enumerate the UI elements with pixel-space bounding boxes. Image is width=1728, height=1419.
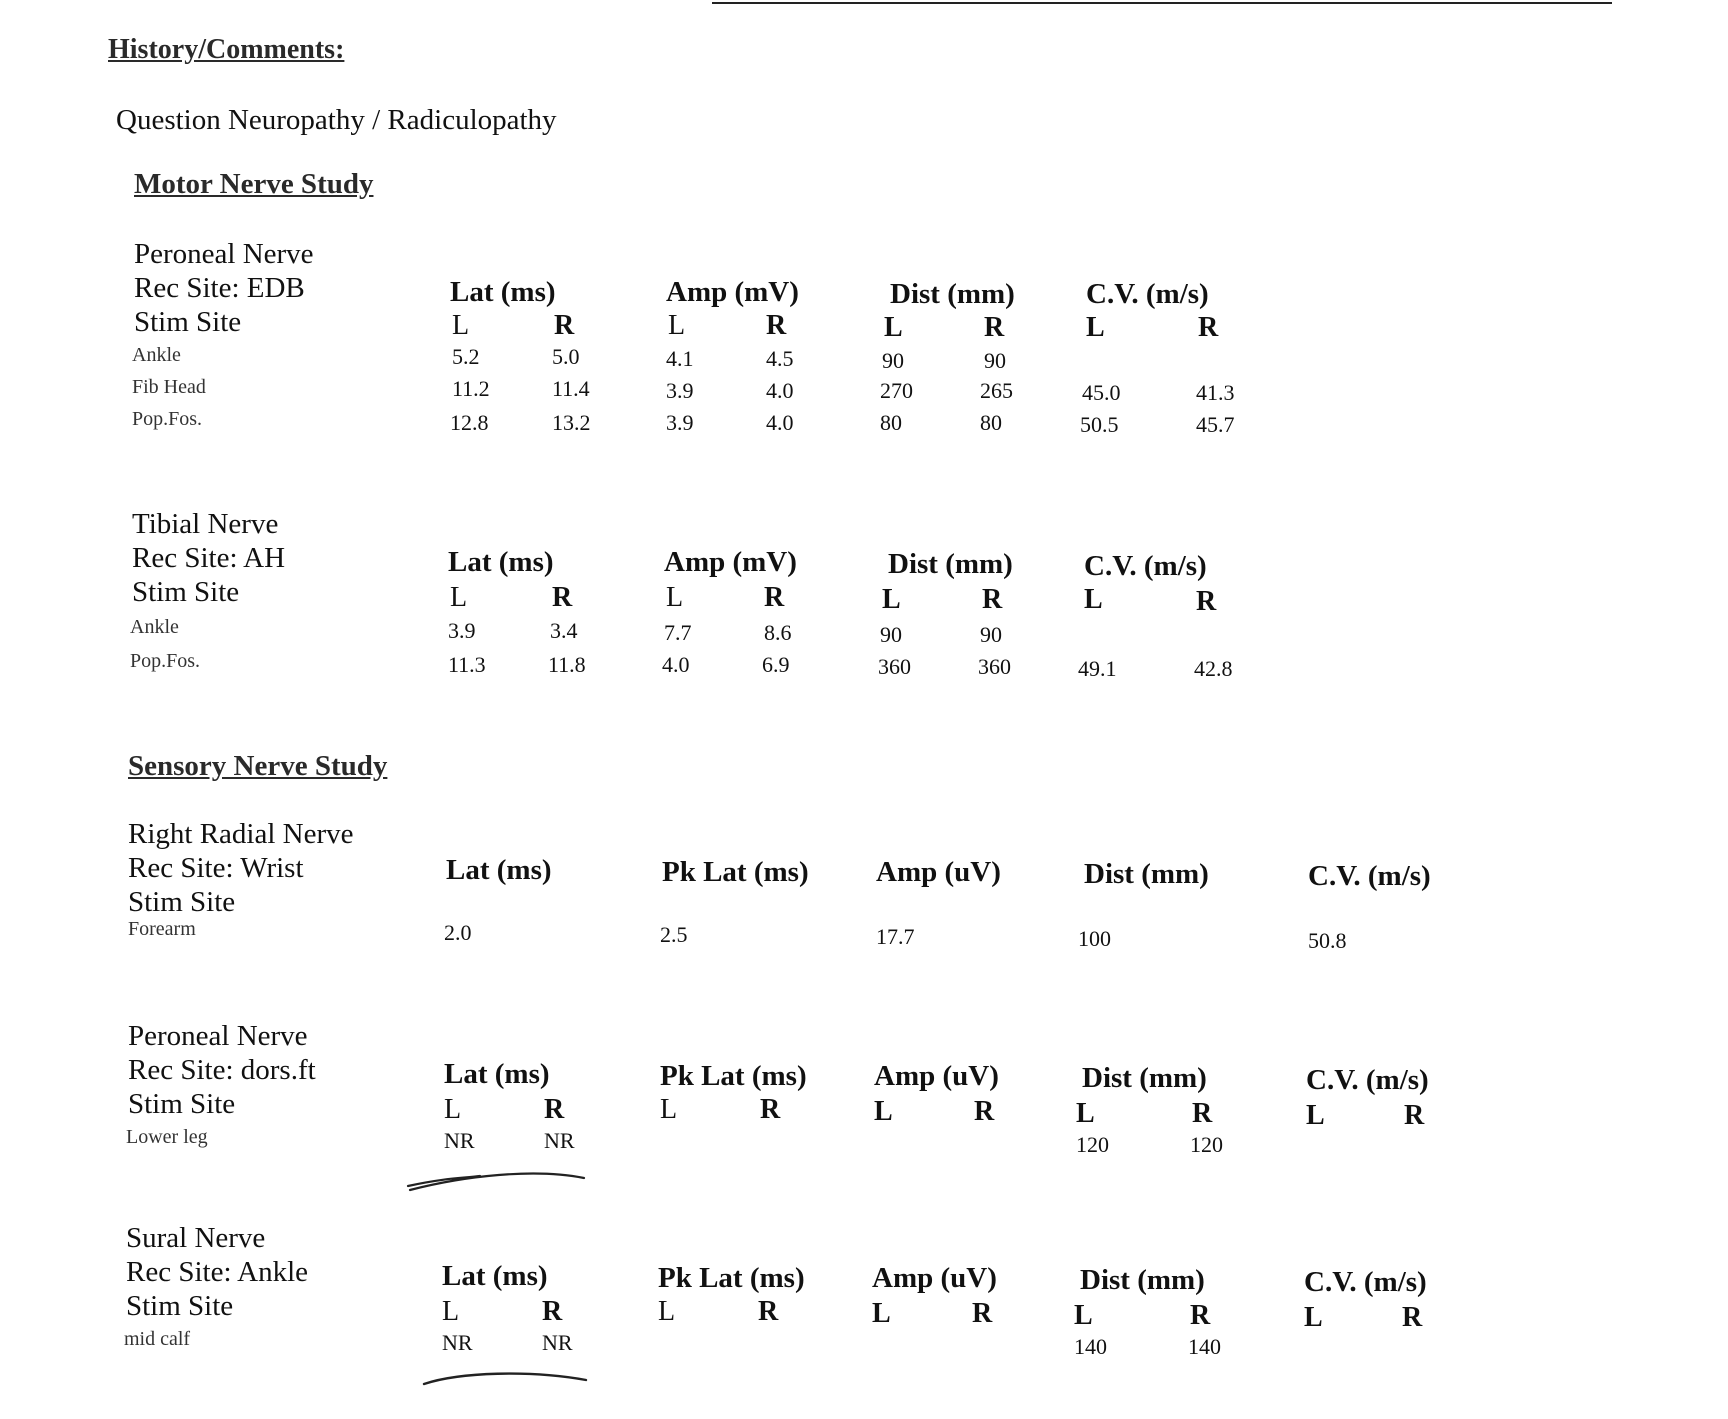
value-cell: 3.4 [550,618,578,643]
amp-left-label: L [874,1096,893,1127]
nerve-name: Right Radial Nerve [128,818,354,850]
cv-left-label: L [1304,1302,1323,1333]
col-lat: Lat (ms) [444,1058,550,1090]
value-cell: 90 [882,348,904,373]
amp-right-label: R [972,1298,993,1329]
lat-left-label: L [442,1296,460,1327]
dist-right-label: R [982,584,1003,615]
dist-left-label: L [1076,1098,1095,1129]
value-cell: 13.2 [552,410,591,435]
value-cell: NR [544,1128,575,1153]
stim-site-label: Stim Site [126,1290,234,1322]
sensory-section-title: Sensory Nerve Study [128,750,388,782]
value-cell: 265 [980,378,1013,403]
value-cell: 4.0 [662,652,690,677]
col-lat: Lat (ms) [448,546,554,578]
stim-site-label: Stim Site [128,886,236,918]
pklat-right-label: R [760,1094,781,1125]
col-pklat: Pk Lat (ms) [662,856,809,888]
nerve-name: Peroneal Nerve [128,1020,308,1052]
col-amp: Amp (mV) [664,546,797,578]
history-comment: Question Neuropathy / Radiculopathy [116,104,557,136]
value-cell: 2.5 [660,922,688,947]
col-cv: C.V. (m/s) [1084,550,1207,582]
value-cell: 3.9 [666,378,694,403]
value-cell: 7.7 [664,620,692,645]
pen-underline-mark [420,1362,600,1396]
value-cell: 5.0 [552,344,580,369]
stim-site: Ankle [130,616,179,638]
value-cell: 3.9 [666,410,694,435]
cv-left-label: L [1306,1100,1325,1131]
value-cell: 90 [984,348,1006,373]
col-cv: C.V. (m/s) [1086,278,1209,310]
value-cell: 11.4 [552,376,590,401]
value-cell: 6.9 [762,652,790,677]
col-cv: C.V. (m/s) [1306,1064,1429,1096]
amp-right-label: R [766,310,787,341]
value-cell: 11.3 [448,652,486,677]
stim-site: Pop.Fos. [130,650,201,672]
lat-right-label: R [544,1094,565,1125]
pen-underline-mark [404,1156,594,1196]
dist-right-label: R [1190,1300,1211,1331]
dist-right-label: R [984,312,1005,343]
value-cell: 12.8 [450,410,489,435]
value-cell: 5.2 [452,344,480,369]
col-amp: Amp (uV) [872,1262,997,1294]
col-amp: Amp (mV) [666,276,799,308]
pklat-right-label: R [758,1296,779,1327]
lat-left-label: L [452,310,470,341]
value-cell: 4.0 [766,410,794,435]
cv-right-label: R [1402,1302,1423,1333]
col-dist: Dist (mm) [1080,1264,1205,1296]
col-cv: C.V. (m/s) [1304,1266,1427,1298]
nerve-name: Sural Nerve [126,1222,266,1254]
value-cell: 120 [1190,1132,1223,1157]
value-cell: 17.7 [876,924,915,949]
value-cell: 100 [1078,926,1111,951]
dist-right-label: R [1192,1098,1213,1129]
value-cell: 50.5 [1080,412,1119,437]
value-cell: 270 [880,378,913,403]
amp-right-label: R [764,582,785,613]
stim-site: Fib Head [132,376,206,398]
amp-right-label: R [974,1096,995,1127]
nerve-name: Peroneal Nerve [134,238,314,270]
value-cell: 50.8 [1308,928,1347,953]
amp-left-label: L [668,310,686,341]
lat-right-label: R [554,310,575,341]
rec-site: Rec Site: dors.ft [128,1054,316,1086]
rec-site: Rec Site: AH [132,542,286,574]
col-dist: Dist (mm) [1082,1062,1207,1094]
value-cell: 3.9 [448,618,476,643]
value-cell: NR [444,1128,475,1153]
col-lat: Lat (ms) [442,1260,548,1292]
dist-left-label: L [884,312,903,343]
col-lat: Lat (ms) [446,854,552,886]
value-cell: 90 [880,622,902,647]
rec-site: Rec Site: EDB [134,272,305,304]
col-dist: Dist (mm) [888,548,1013,580]
stim-site: mid calf [124,1328,191,1350]
value-cell: 120 [1076,1132,1109,1157]
lat-right-label: R [542,1296,563,1327]
value-cell: 45.0 [1082,380,1121,405]
col-dist: Dist (mm) [890,278,1015,310]
value-cell: 41.3 [1196,380,1235,405]
stim-site-label: Stim Site [128,1088,236,1120]
stim-site: Pop.Fos. [132,408,203,430]
value-cell: 140 [1188,1334,1221,1359]
value-cell: NR [442,1330,473,1355]
col-pklat: Pk Lat (ms) [658,1262,805,1294]
value-cell: 49.1 [1078,656,1117,681]
dist-left-label: L [1074,1300,1093,1331]
col-dist: Dist (mm) [1084,858,1209,890]
lat-left-label: L [450,582,468,613]
amp-left-label: L [666,582,684,613]
value-cell: 4.5 [766,346,794,371]
dist-left-label: L [882,584,901,615]
value-cell: 360 [878,654,911,679]
cv-left-label: L [1086,312,1105,343]
value-cell: 45.7 [1196,412,1235,437]
pklat-left-label: L [660,1094,678,1125]
value-cell: 42.8 [1194,656,1233,681]
stim-site: Ankle [132,344,181,366]
value-cell: 11.2 [452,376,490,401]
value-cell: 90 [980,622,1002,647]
history-heading: History/Comments: [108,34,345,65]
value-cell: 2.0 [444,920,472,945]
cv-right-label: R [1198,312,1219,343]
rec-site: Rec Site: Wrist [128,852,304,884]
motor-section-title: Motor Nerve Study [134,168,374,200]
nerve-name: Tibial Nerve [132,508,279,540]
stim-site: Forearm [128,918,196,940]
col-amp: Amp (uV) [876,856,1001,888]
value-cell: 4.0 [766,378,794,403]
value-cell: 8.6 [764,620,792,645]
col-lat: Lat (ms) [450,276,556,308]
value-cell: NR [542,1330,573,1355]
col-pklat: Pk Lat (ms) [660,1060,807,1092]
value-cell: 80 [880,410,902,435]
value-cell: 140 [1074,1334,1107,1359]
pklat-left-label: L [658,1296,676,1327]
amp-left-label: L [872,1298,891,1329]
top-rule [712,2,1612,4]
col-cv: C.V. (m/s) [1308,860,1431,892]
value-cell: 80 [980,410,1002,435]
cv-right-label: R [1404,1100,1425,1131]
lat-right-label: R [552,582,573,613]
lat-left-label: L [444,1094,462,1125]
value-cell: 4.1 [666,346,694,371]
cv-right-label: R [1196,586,1217,617]
col-amp: Amp (uV) [874,1060,999,1092]
stim-site-label: Stim Site [132,576,240,608]
cv-left-label: L [1084,584,1103,615]
stim-site: Lower leg [126,1126,208,1148]
rec-site: Rec Site: Ankle [126,1256,309,1288]
stim-site-label: Stim Site [134,306,242,338]
value-cell: 11.8 [548,652,586,677]
value-cell: 360 [978,654,1011,679]
